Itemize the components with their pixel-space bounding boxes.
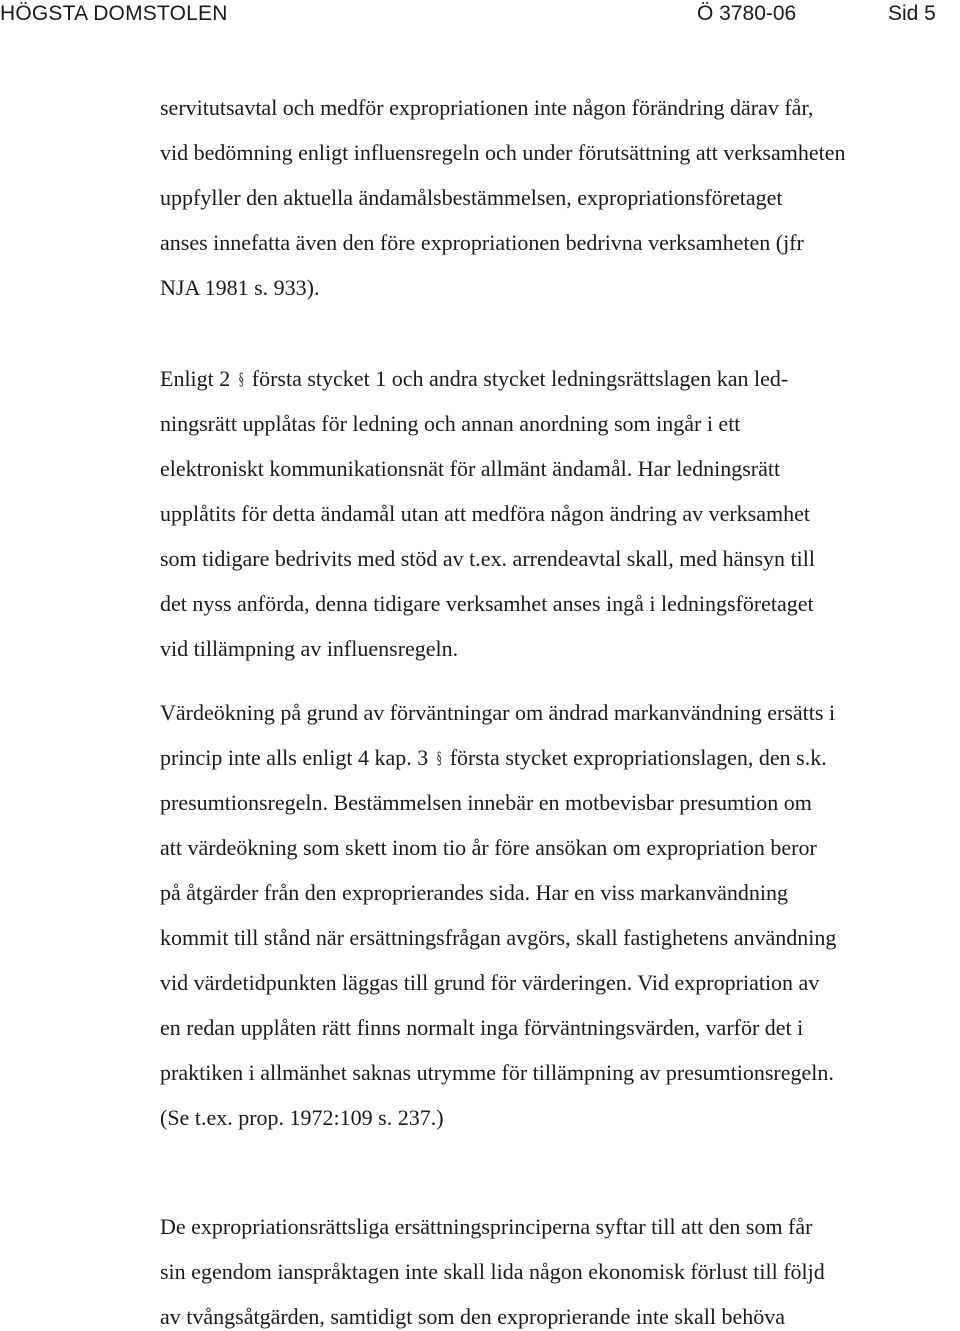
section-sign: § <box>436 749 442 769</box>
case-number: Ö 3780-06 <box>697 2 797 25</box>
text-line: sin egendom ianspråktagen inte skall lida någon ekonomisk förlust till följd <box>160 1259 825 1284</box>
text-line: De expropriationsrättsliga ersättningsprinciperna syftar till att den som får <box>160 1214 813 1239</box>
text-line: praktiken i allmänhet saknas utrymme för tillämpning av presumtionsregeln. <box>160 1060 834 1085</box>
text-line: vid värdetidpunkten läggas till grund för värderingen. Vid expropriation av <box>160 970 820 995</box>
text-line: att värdeökning som skett inom tio år före ansökan om expropriation beror <box>160 835 817 860</box>
text-line: anses innefatta även den före expropriationen bedrivna verksamheten (jfr <box>160 230 804 255</box>
text-line: ningsrätt upplåtas för ledning och annan anordning som ingår i ett <box>160 411 741 436</box>
text-line <box>160 735 827 782</box>
text-line: uppfyller den aktuella ändamålsbestämmelsen, expropriationsföretaget <box>160 185 783 210</box>
section-sign: § <box>238 370 244 390</box>
text-line <box>160 356 788 403</box>
text-line: som tidigare bedrivits med stöd av t.ex. arrendeavtal skall, med hänsyn till <box>160 546 815 571</box>
text-line: kommit till stånd när ersättningsfrågan avgörs, skall fastighetens användning <box>160 925 837 950</box>
text-line: servitutsavtal och medför expropriationen inte någon förändring därav får, <box>160 95 814 120</box>
text-line: av tvångsåtgärden, samtidigt som den exproprierande inte skall behöva <box>160 1304 785 1329</box>
text-line: upplåtits för detta ändamål utan att medföra någon ändring av verksamhet <box>160 501 810 526</box>
text-line: vid bedömning enligt influensregeln och under förutsättning att verksamheten <box>160 140 846 165</box>
text-line: vid tillämpning av influensregeln. <box>160 636 459 661</box>
text-line: på åtgärder från den exproprierandes sida. Har en viss markanvändning <box>160 880 788 905</box>
page-header <box>0 0 960 28</box>
text-line: en redan upplåten rätt finns normalt inga förväntningsvärden, varför det i <box>160 1015 804 1040</box>
court-name: HÖGSTA DOMSTOLEN <box>0 2 228 25</box>
text-line: Värdeökning på grund av förväntningar om ändrad markanvändning ersätts i <box>160 700 836 725</box>
text-line: (Se t.ex. prop. 1972:109 s. 237.) <box>160 1105 444 1130</box>
text-segment: första stycket 1 och andra stycket ledningsrättslagen kan led- <box>246 366 789 391</box>
text-segment: princip inte alls enligt 4 kap. 3 <box>160 745 434 770</box>
text-segment: Enligt 2 <box>160 366 236 391</box>
text-line: presumtionsregeln. Bestämmelsen innebär en motbevisbar presumtion om <box>160 790 812 815</box>
text-segment: första stycket expropriationslagen, den s.k. <box>444 745 827 770</box>
text-line: NJA 1981 s. 933). <box>160 275 320 300</box>
text-line: det nyss anförda, denna tidigare verksamhet anses ingå i ledningsföretaget <box>160 591 814 616</box>
text-line: elektroniskt kommunikationsnät för allmänt ändamål. Har ledningsrätt <box>160 456 781 481</box>
page-number: Sid 5 <box>888 2 936 25</box>
